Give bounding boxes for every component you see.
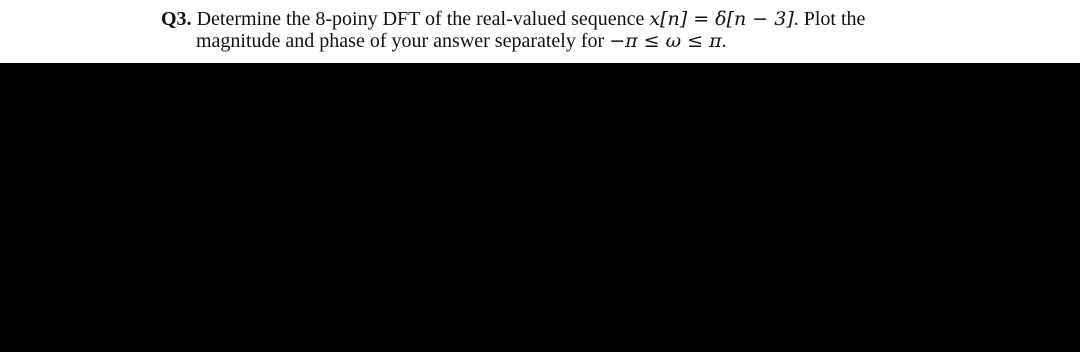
question-line-2 <box>161 30 1061 52</box>
blank-black-area <box>0 63 1080 352</box>
question-line-2-tail: . <box>721 30 727 52</box>
question-line-1 <box>161 8 1061 30</box>
question-line-2-text: magnitude and phase of your answer separately for <box>196 30 610 52</box>
sequence-equation: x[n] = δ[n − 3] <box>649 8 794 30</box>
question-text <box>161 8 1061 52</box>
question-panel <box>0 0 1080 63</box>
question-line-1-text: Determine the 8-poiny DFT of the real-valued sequence <box>191 8 650 30</box>
question-label: Q3. <box>161 8 192 30</box>
frequency-range: −π ≤ ω ≤ π <box>609 30 722 52</box>
question-line-1-tail: . Plot the <box>793 8 866 30</box>
